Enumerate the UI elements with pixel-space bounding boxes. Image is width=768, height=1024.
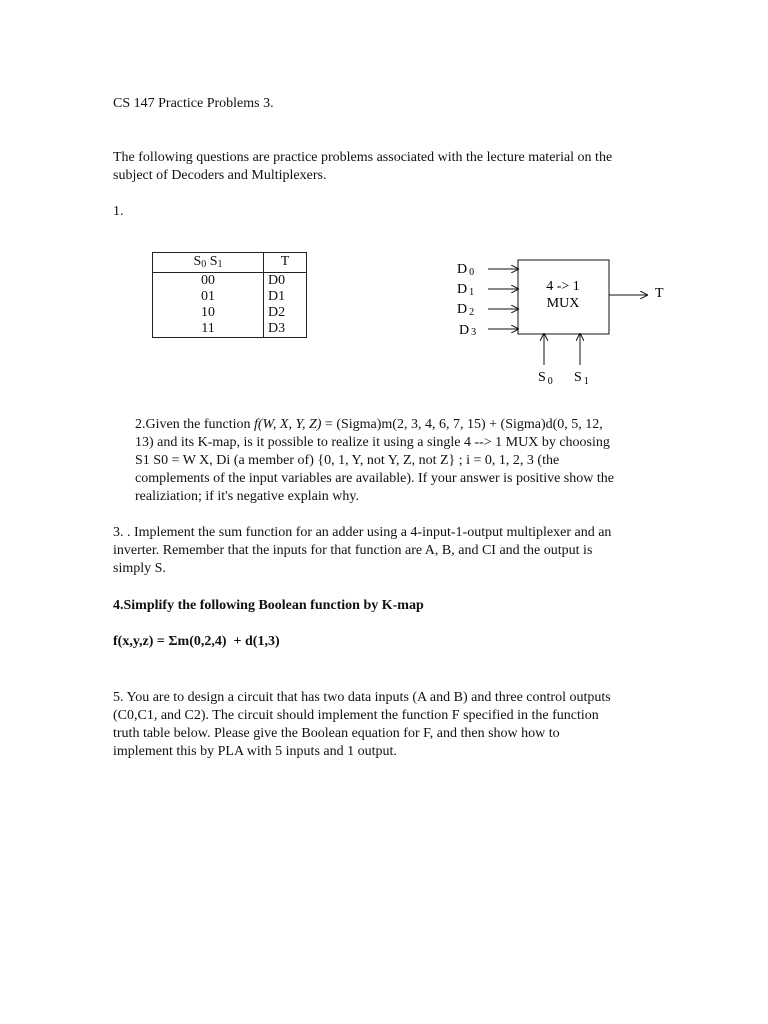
input-label-d2: D 2 <box>457 302 475 318</box>
table-cell-output-values <box>264 273 307 338</box>
input-label-d1: D 1 <box>457 282 475 298</box>
function-name: f(W, X, Y, Z) <box>253 417 322 432</box>
output-label: T <box>655 286 664 301</box>
table-cell: D2 <box>268 305 286 320</box>
table-cell: 11 <box>201 321 215 336</box>
input-label-d3: D 3 <box>459 323 477 338</box>
question-3 <box>113 524 658 578</box>
intro-line: subject of Decoders and Multiplexers. <box>113 168 327 183</box>
question-5 <box>113 689 658 761</box>
table-cell: D1 <box>268 289 286 304</box>
question-1-number: 1. <box>113 204 124 219</box>
table-cell: 10 <box>201 305 215 320</box>
question-4-heading: 4.Simplify the following Boolean function by K-map <box>113 598 424 613</box>
mux-diagram <box>450 250 680 390</box>
question-2-text: = (Sigma)m(2, 3, 4, 6, 7, 15) + (Sigma)d(0, 5, 12, <box>321 417 603 432</box>
question-3-line: 3. . Implement the sum function for an adder using a 4-input-1-output multiplexer and an <box>113 525 612 540</box>
mux-label-ratio: 4 -> 1 <box>546 279 580 294</box>
question-3-line: simply S. <box>113 561 166 576</box>
question-2-line: realiziation; if it's negative explain why. <box>135 489 359 504</box>
input-label-d0: D 0 <box>457 262 475 278</box>
table-header-select: S0 S1 <box>153 253 264 273</box>
page-title: CS 147 Practice Problems 3. <box>113 96 274 111</box>
intro-line: The following questions are practice problems associated with the lecture material on the <box>113 150 613 165</box>
question-2-line: S1 S0 = W X, Di (a member of) {0, 1, Y, not Y, Z, not Z} ; i = 0, 1, 2, 3 (the <box>135 453 560 468</box>
mux-label-name: MUX <box>546 296 580 311</box>
intro-paragraph <box>113 149 658 185</box>
question-2-line: complements of the input variables are available). If your answer is positive show the <box>135 471 614 486</box>
select-label-s0: S $_0$ <box>538 370 553 387</box>
question-5-line: (C0,C1, and C2). The circuit should implement the function F specified in the function <box>113 708 599 723</box>
question-5-line: implement this by PLA with 5 inputs and 1 output. <box>113 744 397 759</box>
question-4-equation: f(x,y,z) = Σm(0,2,4) + d(1,3) <box>113 634 280 649</box>
table-header-output: T <box>264 253 307 273</box>
table-cell-select-values <box>153 273 264 338</box>
question-2-text: 2.Given the function <box>135 417 254 432</box>
table-cell: D0 <box>268 273 286 288</box>
table-cell: D3 <box>268 321 286 336</box>
question-2-line: 13) and its K-map, is it possible to realize it using a single 4 --> 1 MUX by choosing <box>135 435 610 450</box>
select-label-s1: S $_1$ <box>574 370 589 387</box>
question-3-line: inverter. Remember that the inputs for that function are A, B, and CI and the output is <box>113 543 593 558</box>
question-5-line: 5. You are to design a circuit that has two data inputs (A and B) and three control outputs <box>113 690 611 705</box>
question-2 <box>135 416 655 506</box>
question-5-line: truth table below. Please give the Boolean equation for F, and then show how to <box>113 726 560 741</box>
question-2-line <box>135 416 655 434</box>
mux-truth-table <box>152 252 307 338</box>
table-cell: 00 <box>201 273 215 288</box>
table-cell: 01 <box>201 289 215 304</box>
